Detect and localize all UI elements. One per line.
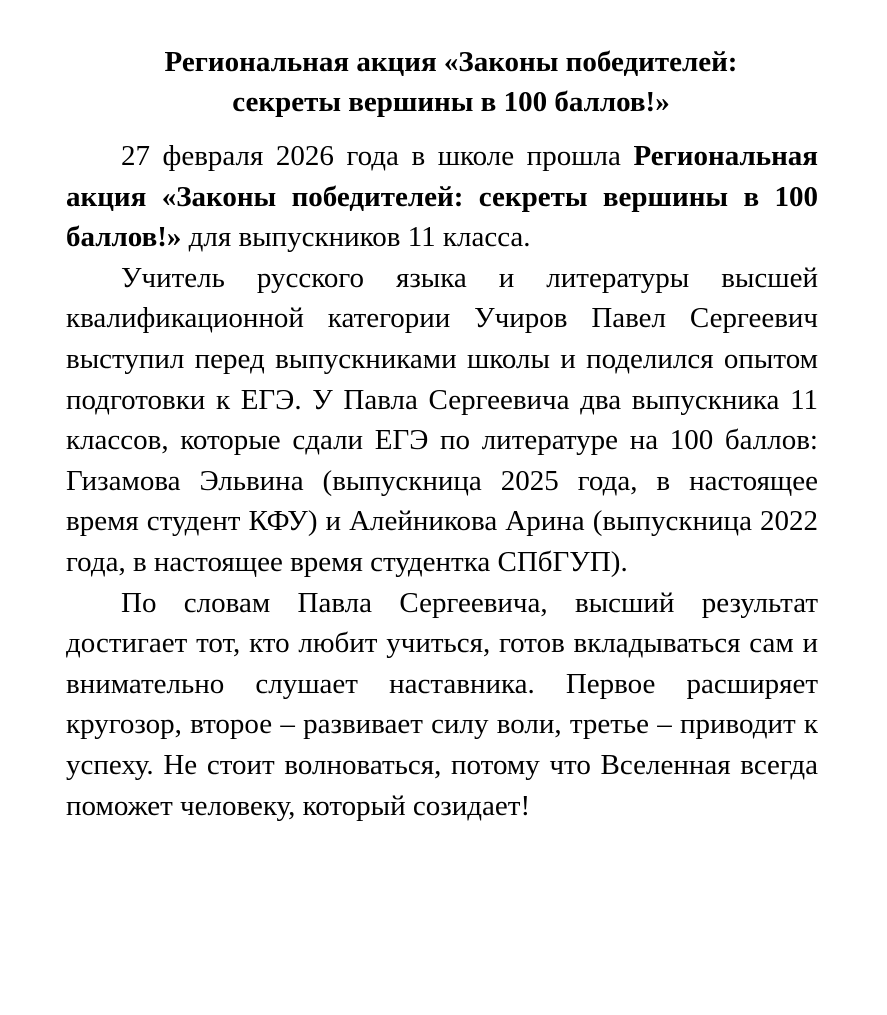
document-title <box>66 42 818 122</box>
paragraph-3: По словам Павла Сергеевича, высший результат достигает тот, кто любит учиться, готов вкладываться сам и внимательно слушает наставника. Первое расширяет кругозор, второе – развивает силу воли, третье – приводит к успеху. Не стоит волноваться, потому что Вселенная всегда поможет человеку, который созидает! <box>66 586 818 822</box>
paragraph-1 <box>66 136 818 258</box>
title-line-1: Региональная акция «Законы победителей: <box>164 46 738 78</box>
paragraph-1-intro: 27 февраля 2026 года в школе прошла <box>121 140 634 172</box>
event-name-bold: Региональная акция «Законы победителей: секреты вершины в 100 баллов!» <box>66 140 818 254</box>
paragraph-2: Учитель русского языка и литературы высшей квалификационной категории Учиров Павел Сергеевич выступил перед выпускниками школы и поделился опытом подготовки к ЕГЭ. У Павла Сергеевича два выпускника 11 классов, которые сдали ЕГЭ по литературе на 100 баллов: Гизамова Эльвина (выпускница 2025 года, в настоящее время студент КФУ) и Алейникова Арина (выпускница 2022 года, в настоящее время студентка СПбГУП). <box>66 261 818 578</box>
title-line-2: секреты вершины в 100 баллов!» <box>232 86 670 118</box>
paragraph-1-ending: для выпускников 11 класса. <box>181 221 531 254</box>
document-page <box>66 42 818 826</box>
